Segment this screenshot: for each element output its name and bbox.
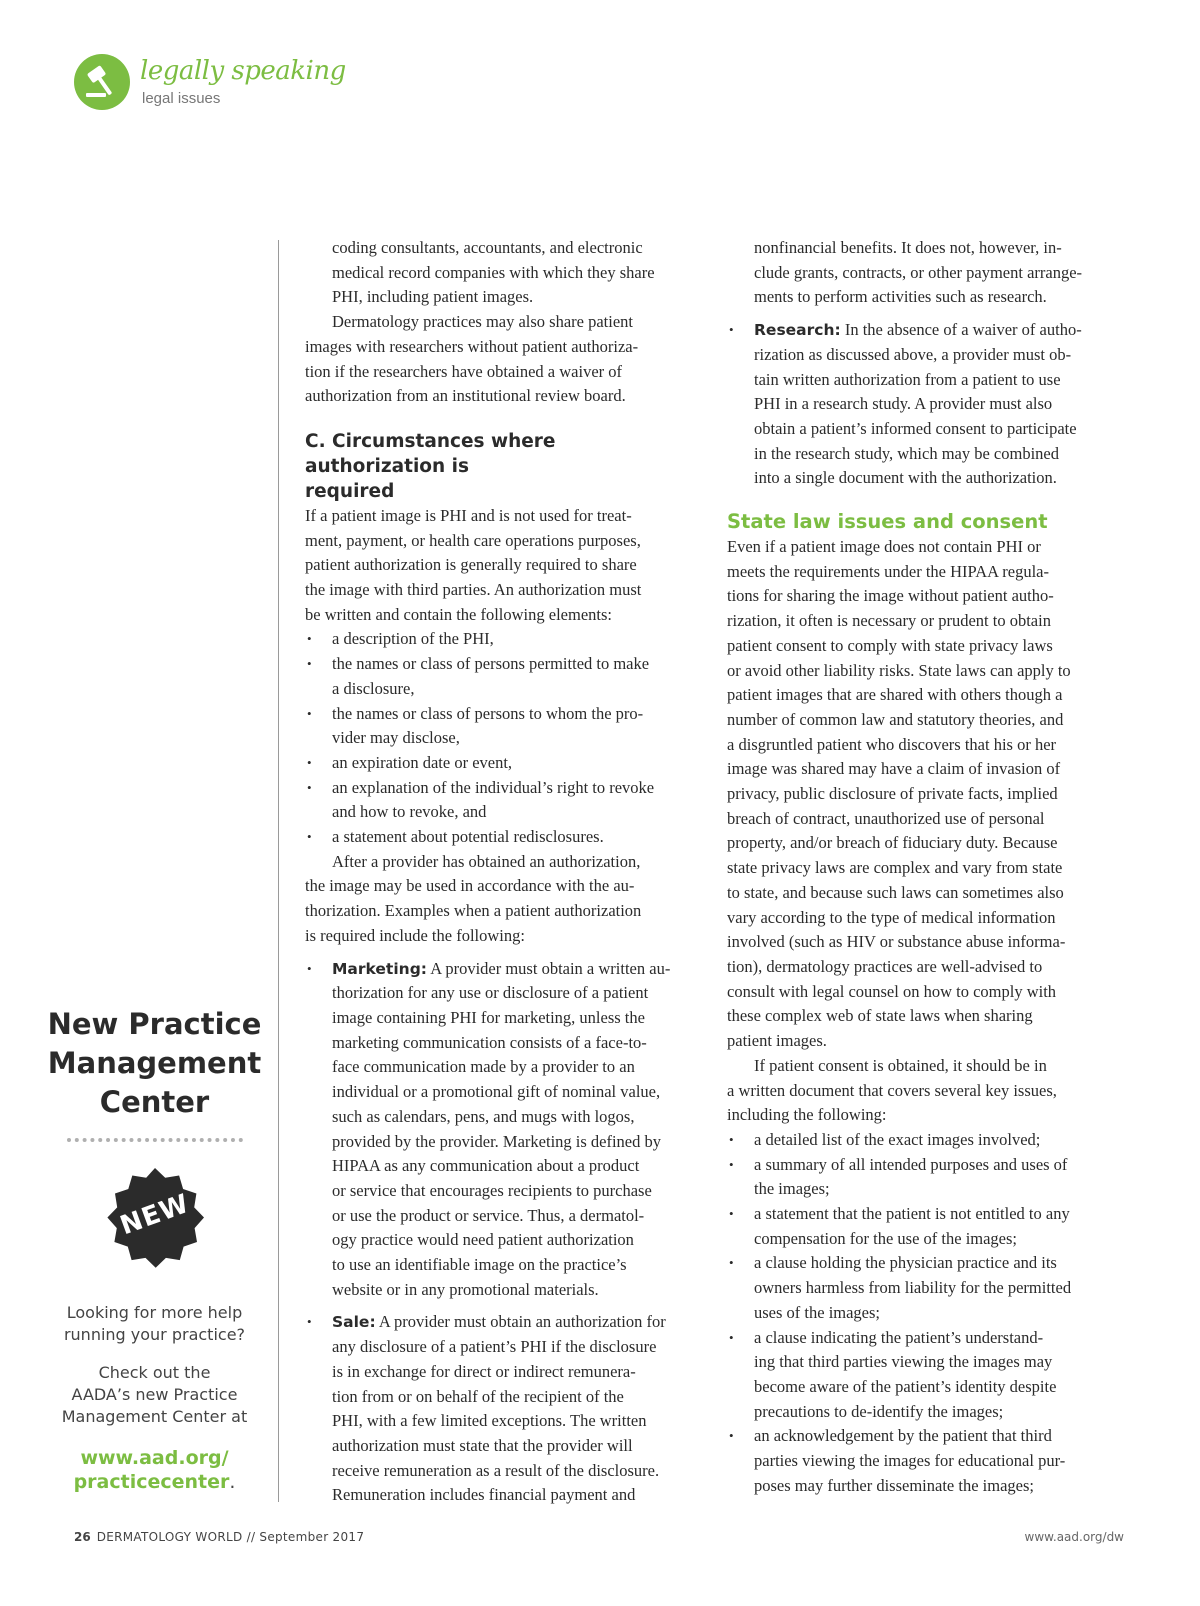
list-item-research: • Research: In the absence of a waiver of autho- rization as discussed above, a provider must ob- tain written authorization from a patient to use PHI in a research study. A provider must also obtain a patient’s informed consent to participate in the research study, which may be combined into a single document with the authorization. [727, 318, 1125, 491]
list-item: • a statement that the patient is not entitled to any compensation for the use of the images; [727, 1202, 1125, 1251]
section-heading: State law issues and consent [727, 510, 1048, 534]
practice-center-sidebar [42, 1005, 267, 1494]
list-item: • an explanation of the individual’s right to revoke and how to revoke, and [305, 776, 701, 825]
research-list [727, 318, 1125, 491]
authorization-elements-list [305, 627, 701, 849]
list-item: • an expiration date or event, [305, 751, 701, 776]
sidebar-title: New Practice Management Center [47, 1007, 262, 1119]
sidebar-text: Looking for more help running your practice? [63, 1303, 246, 1344]
article-column-1 [305, 236, 701, 1508]
practice-center-link[interactable]: www.aad.org/ practicecenter. [73, 1447, 236, 1493]
list-item: • an acknowledgement by the patient that third parties viewing the images for educational pur- poses may further disseminate the images; [727, 1424, 1125, 1498]
sidebar-text-2: Check out the AADA’s new Practice Management Center at [61, 1363, 248, 1426]
paragraph: If a patient image is PHI and is not used for treat- ment, payment, or health care operations purposes, patient authorization is generally required to share the image with third parties. An authorization must be written and contain the following elements: [305, 505, 642, 624]
paragraph: After a provider has obtained an authorization, the image may be used in accordance with the au- thorization. Examples when a patient authorization is required include the following: [305, 851, 642, 945]
gavel-icon [74, 54, 130, 110]
page-footer [74, 1530, 364, 1544]
paragraph: nonfinancial benefits. It does not, however, in- clude grants, contracts, or other payment arrange- ments to perform activities such as research. [754, 238, 1083, 307]
page-number: 26 [74, 1530, 91, 1544]
list-item-marketing: • Marketing: A provider must obtain a written au- thorization for any use or disclosure of a patient image containing PHI for marketing, unless the marketing communication consists of a face-to- face communication made by a provider to an individual or a promotional gift of nominal value, such as calendars, pens, and mugs with logos, provided by the provider. Marketing is defined by HIPAA as any communication about a product or service that encourages recipients to purchase or use the product or service. Thus, a dermatol- ogy practice would need patient authorization to use an identifiable image on the practice’s website or in any promotional materials. [305, 957, 701, 1303]
section-subtitle: legal issues [142, 90, 221, 107]
list-item-sale: • Sale: A provider must obtain an authorization for any disclosure of a patient’s PHI if the disclosure is in exchange for direct or indirect remunera- tion from or on behalf of the recipient of the PHI, with a few limited exceptions. The written authorization must state that the provider will receive remuneration as a result of the disclosure. Remuneration includes financial payment and [305, 1310, 701, 1508]
paragraph: Even if a patient image does not contain PHI or meets the requirements under the HIPAA regula- tions for sharing the image without patient autho- rization, it often is necessary or prudent to obtain patient consent to comply with state privacy laws or avoid other liability risks. State laws can apply to patient images that are shared with others though a number of common law and statutory theories, and a disgruntled patient who discovers that his or her image was shared may have a claim of invasion of privacy, public disclosure of private facts, implied breach of contract, unauthorized use of personal property, and/or breach of fiduciary duty. Because state privacy laws are complex and vary from state to state, and because such laws can sometimes also vary according to the type of medical information involved (such as HIV or substance abuse informa- tion), dermatology practices are well-advised to consult with legal counsel on how to comply with these complex web of state laws when sharing patient images. [727, 537, 1071, 1051]
column-divider [278, 240, 279, 1502]
paragraph: Dermatology practices may also share patient images with researchers without patient authoriza- tion if the researchers have obtained a waiver of authorization from an institutional review board. [305, 312, 639, 406]
paragraph: coding consultants, accountants, and electronic medical record companies with which they share PHI, including patient images. [332, 238, 655, 307]
publication-info: DERMATOLOGY WORLD // September 2017 [96, 1530, 365, 1544]
list-item: • the names or class of persons permitted to make a disclosure, [305, 652, 701, 701]
list-item: • a detailed list of the exact images involved; [727, 1128, 1125, 1153]
consent-issues-list [727, 1128, 1125, 1499]
authorization-examples-list [305, 957, 701, 1508]
section-title: legally speaking [140, 56, 346, 86]
footer-url[interactable]: www.aad.org/dw [1024, 1530, 1124, 1544]
list-item: • a clause holding the physician practice and its owners harmless from liability for the permitted uses of the images; [727, 1251, 1125, 1325]
article-column-2 [727, 236, 1125, 1498]
list-item: • a clause indicating the patient’s understand- ing that third parties viewing the images may become aware of the patient’s identity despite precautions to de-identify the images; [727, 1326, 1125, 1425]
dotted-divider [67, 1138, 243, 1142]
list-item: • a summary of all intended purposes and uses of the images; [727, 1153, 1125, 1202]
list-item: • a statement about potential redisclosures. [305, 825, 701, 850]
list-item: • the names or class of persons to whom the pro- vider may disclose, [305, 702, 701, 751]
section-heading: C. Circumstances where authorization is required [305, 430, 556, 502]
paragraph: If patient consent is obtained, it should be in a written document that covers several key issues, including the following: [727, 1055, 1057, 1125]
list-item: • a description of the PHI, [305, 627, 701, 652]
new-badge: NEW [99, 1164, 211, 1276]
